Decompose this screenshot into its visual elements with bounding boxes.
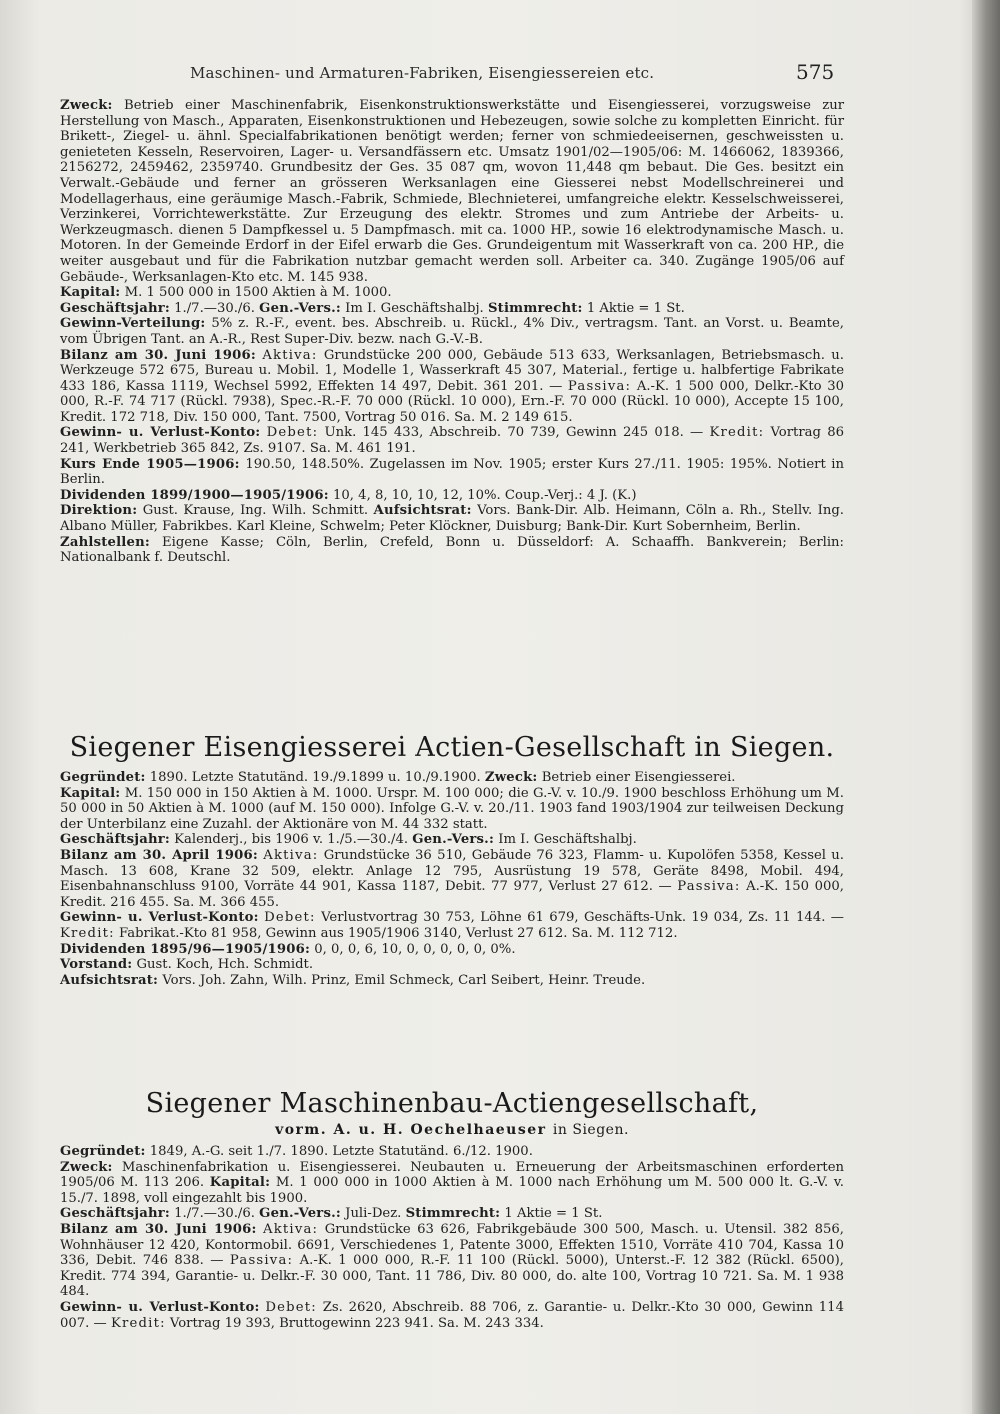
company1-entry (60, 98, 844, 566)
company2-bilanz: Bilanz am 30. April 1906: Aktiva: Grundstücke 36 510, Gebäude 76 323, Flamm- u. Kupolöfen 5358, Kessel u. Masch. 13 608, Krane 32 509, elektr. Anlage 12 795, Ausrüstung 19 578, Geräte 8498, Mobil. 494, Eisenbahnanschluss 9100, Vorräte 44 901, Kassa 1187, Debit. 77 977, Verlust 27 612. — Passiva: A.-K. 150 000, Kredit. 216 455. Sa. M. 366 455. (60, 847, 844, 910)
company3-gewinn-verlust: Gewinn- u. Verlust-Konto: Debet: Zs. 2620, Abschreib. 88 706, z. Garantie- u. Delkr.-Kto 30 000, Gewinn 114 007. — Kredit: Vortrag 19 393, Bruttogewinn 223 941. Sa. M. 243 334. (60, 1299, 844, 1331)
company3-gegruendet: Gegründet: 1849, A.-G. seit 1./7. 1890. Letzte Statutänd. 6./12. 1900. (60, 1144, 533, 1159)
scan-page-edge (972, 0, 1000, 1414)
company2-title: Siegener Eisengiesserei Actien-Gesellschaft in Siegen. (69, 732, 835, 763)
company3-subtitle: vorm. A. u. H. Oechelhaeuser in Siegen. (275, 1122, 629, 1138)
company3-bilanz: Bilanz am 30. Juni 1906: Aktiva: Grundstücke 63 626, Fabrikgebäude 300 500, Masch. u. Utensil. 382 856, Wohnhäuser 12 420, Kontormobil. 6691, Verschiedenes 1, Patente 3000, Effekten 1510, Vorräte 410 704, Kassa 10 336, Debit. 746 838. — Passiva: A.-K. 1 000 000, R.-F. 11 100 (Rückl. 5000), Unterst.-F. 12 382 (Rückl. 6500), Kredit. 774 394, Garantie- u. Delkr.-F. 30 000, Tant. 11 786, Div. 80 000, do. alte 100, Vortrag 10 721. Sa. M. 1 938 484. (60, 1221, 845, 1300)
company1-kapital: Kapital: M. 1 500 000 in 1500 Aktien à M. 1000. (60, 285, 392, 301)
company2-geschaeftsjahr: Geschäftsjahr: Kalenderj., bis 1906 v. 1./5.—30./4. Gen.-Vers.: Im I. Geschäftshalbj. (60, 832, 637, 848)
running-head: Maschinen- und Armaturen-Fabriken, Eisengiessereien etc. (190, 64, 655, 82)
company1-dividenden: Dividenden 1899/1900—1905/1906: 10, 4, 8, 10, 10, 12, 10%. Coup.-Verj.: 4 J. (K.) (60, 487, 637, 503)
company2-kapital: Kapital: M. 150 000 in 150 Aktien à M. 1000. Urspr. M. 100 000; die G.-V. v. 10./9. 1900 beschloss Erhöhung um M. 50 000 in 50 Aktien à M. 1000 (auf M. 150 000). Infolge G.-V. v. 20./11. 1903 fand 1903/1904 zur teilweisen Deckung der Unterbilanz eine Zuzahl. der Aktionäre von M. 44 332 statt. (60, 785, 844, 832)
company1-gewinn-verlust: Gewinn- u. Verlust-Konto: Debet: Unk. 145 433, Abschreib. 70 739, Gewinn 245 018. — Kredit: Vortrag 86 241, Werkbetrieb 365 842, Zs. 9107. Sa. M. 461 191. (60, 425, 844, 457)
company1-bilanz: Bilanz am 30. Juni 1906: Aktiva: Grundstücke 200 000, Gebäude 513 633, Werksanlagen, Betriebsmasch. u. Werkzeuge 572 675, Bureau u. Mobil. 1, Modelle 1, Wasserkraft 45 307, Material., fertige u. halbfertige Fabrikate 433 186, Kassa 1119, Wechsel 5992, Effekten 14 497, Debit. 361 201. — Passiva: A.-K. 1 500 000, Delkr.-Kto 30 000, R.-F. 74 717 (Rückl. 7938), Spec.-R.-F. 70 000 (Rückl. 10 000), Ern.-F. 70 000 (Rückl. 10 000), Accepte 15 100, Kredit. 172 718, Div. 150 000, Tant. 7500, Vortrag 50 016. Sa. M. 2 149 615. (60, 347, 844, 425)
company2-gegruendet: Gegründet: 1890. Letzte Statutänd. 19./9.1899 u. 10./9.1900. Zweck: Betrieb einer Eisengiesserei. (60, 770, 736, 785)
company1-geschaeftsjahr: Geschäftsjahr: 1./7.—30./6. Gen.-Vers.: Im I. Geschäftshalbj. Stimmrecht: 1 Aktie = 1 St. (60, 300, 685, 316)
company3-title: Siegener Maschinenbau-Actiengesellschaft, (145, 1088, 759, 1119)
company2-aufsichtsrat: Aufsichtsrat: Vors. Joh. Zahn, Wilh. Prinz, Emil Schmeck, Carl Seibert, Heinr. Treude. (60, 972, 646, 988)
company1-zahlstellen: Zahlstellen: Eigene Kasse; Cöln, Berlin, Crefeld, Bonn u. Düsseldorf: A. Schaaffh. Bankverein; Berlin: Nationalbank f. Deutschl. (60, 534, 844, 566)
company2-gewinn-verlust: Gewinn- u. Verlust-Konto: Debet: Verlustvortrag 30 753, Löhne 61 679, Geschäfts-Unk. 19 034, Zs. 11 144. — Kredit: Fabrikat.-Kto 81 958, Gewinn aus 1905/1906 3140, Verlust 27 612. Sa. M. 112 712. (60, 910, 844, 941)
company3-zweck: Zweck: Maschinenfabrikation u. Eisengiesserei. Neubauten u. Erneuerung der Arbeitsmaschinen erforderten 1905/06 M. 113 206. Kapital: M. 1 000 000 in 1000 Aktien à M. 1000 nach Erhöhung um M. 500 000 lt. G.-V. v. 15./7. 1898, voll eingezahlt bis 1900. (60, 1159, 844, 1206)
company2-vorstand: Vorstand: Gust. Koch, Hch. Schmidt. (60, 957, 314, 973)
company1-direktion: Direktion: Gust. Krause, Ing. Wilh. Schmitt. Aufsichtsrat: Vors. Bank-Dir. Alb. Heimann, Cöln a. Rh., Stellv. Ing. Albano Müller, Fabrikbes. Karl Kleine, Schwelm; Peter Klöckner, Duisburg; Bank-Dir. Kurt Sobernheim, Berlin. (60, 503, 844, 535)
company2-entry (60, 770, 844, 988)
company2-dividenden: Dividenden 1895/96—1905/1906: 0, 0, 0, 6, 10, 0, 0, 0, 0, 0, 0%. (60, 941, 516, 957)
company1-kurs: Kurs Ende 1905—1906: 190.50, 148.50%. Zugelassen im Nov. 1905; erster Kurs 27./11. 1905: 195%. Notiert in Berlin. (60, 456, 844, 488)
company1-gewinn-verteilung: Gewinn-Verteilung: 5% z. R.-F., event. bes. Abschreib. u. Rückl., 4% Div., vertragsm. Tant. an Vorst. u. Beamte, vom Übrigen Tant. an A.-R., Rest Super-Div. bezw. nach G.-V.-B. (60, 316, 844, 347)
company1-zweck: Zweck: Betrieb einer Maschinenfabrik, Eisenkonstruktionswerkstätte und Eisengiesserei, vorzugsweise zur Herstellung von Masch., Apparaten, Eisenkonstruktionen und Hebezeugen, sowie solche zu kompletten Einricht. für Brikett-, Ziegel- u. ähnl. Specialfabrikationen benötigt werden; ferner von schmiedeeisernen, geschweissten u. genieteten Kesseln, Reservoiren, Lager- u. Versandfässern etc. Umsatz 1901/02—1905/06: M. 1466062, 1839366, 2156272, 2459462, 2359740. Grundbesitz der Ges. 35 087 qm, wovon 11,448 qm bebaut. Die Ges. besitzt ein Verwalt.-Gebäude und ferner an grösseren Werksanlagen eine Giesserei nebst Modellschreinerei und Modellagerhaus, eine geräumige Masch.-Fabrik, Schmiede, Blechnieterei, umfangreiche elektr. Kesselschweisserei, Verzinkerei, Vorrichtewerkstätte. Zur Erzeugung des elektr. Stromes und zum Antriebe der Arbeits- u. Werkzeugmasch. dienen 5 Dampfkessel u. 5 Dampfmasch. mit ca. 1000 HP., sowie 16 elektrodynamische Masch. u. Motoren. In der Gemeinde Erdorf in der Eifel erwarb die Ges. Grundeigentum mit Wasserkraft von ca. 200 HP., die weiter ausgebaut und für die Fabrikation nutzbar gemacht werden soll. Arbeiter ca. 340. Zugänge 1905/06 auf Gebäude-, Werksanlagen-Kto etc. M. 145 938. (60, 98, 844, 285)
page-number: 575 (796, 60, 835, 84)
company3-entry (60, 1144, 844, 1331)
company3-geschaeftsjahr: Geschäftsjahr: 1./7.—30./6. Gen.-Vers.: Juli-Dez. Stimmrecht: 1 Aktie = 1 St. (60, 1206, 603, 1222)
